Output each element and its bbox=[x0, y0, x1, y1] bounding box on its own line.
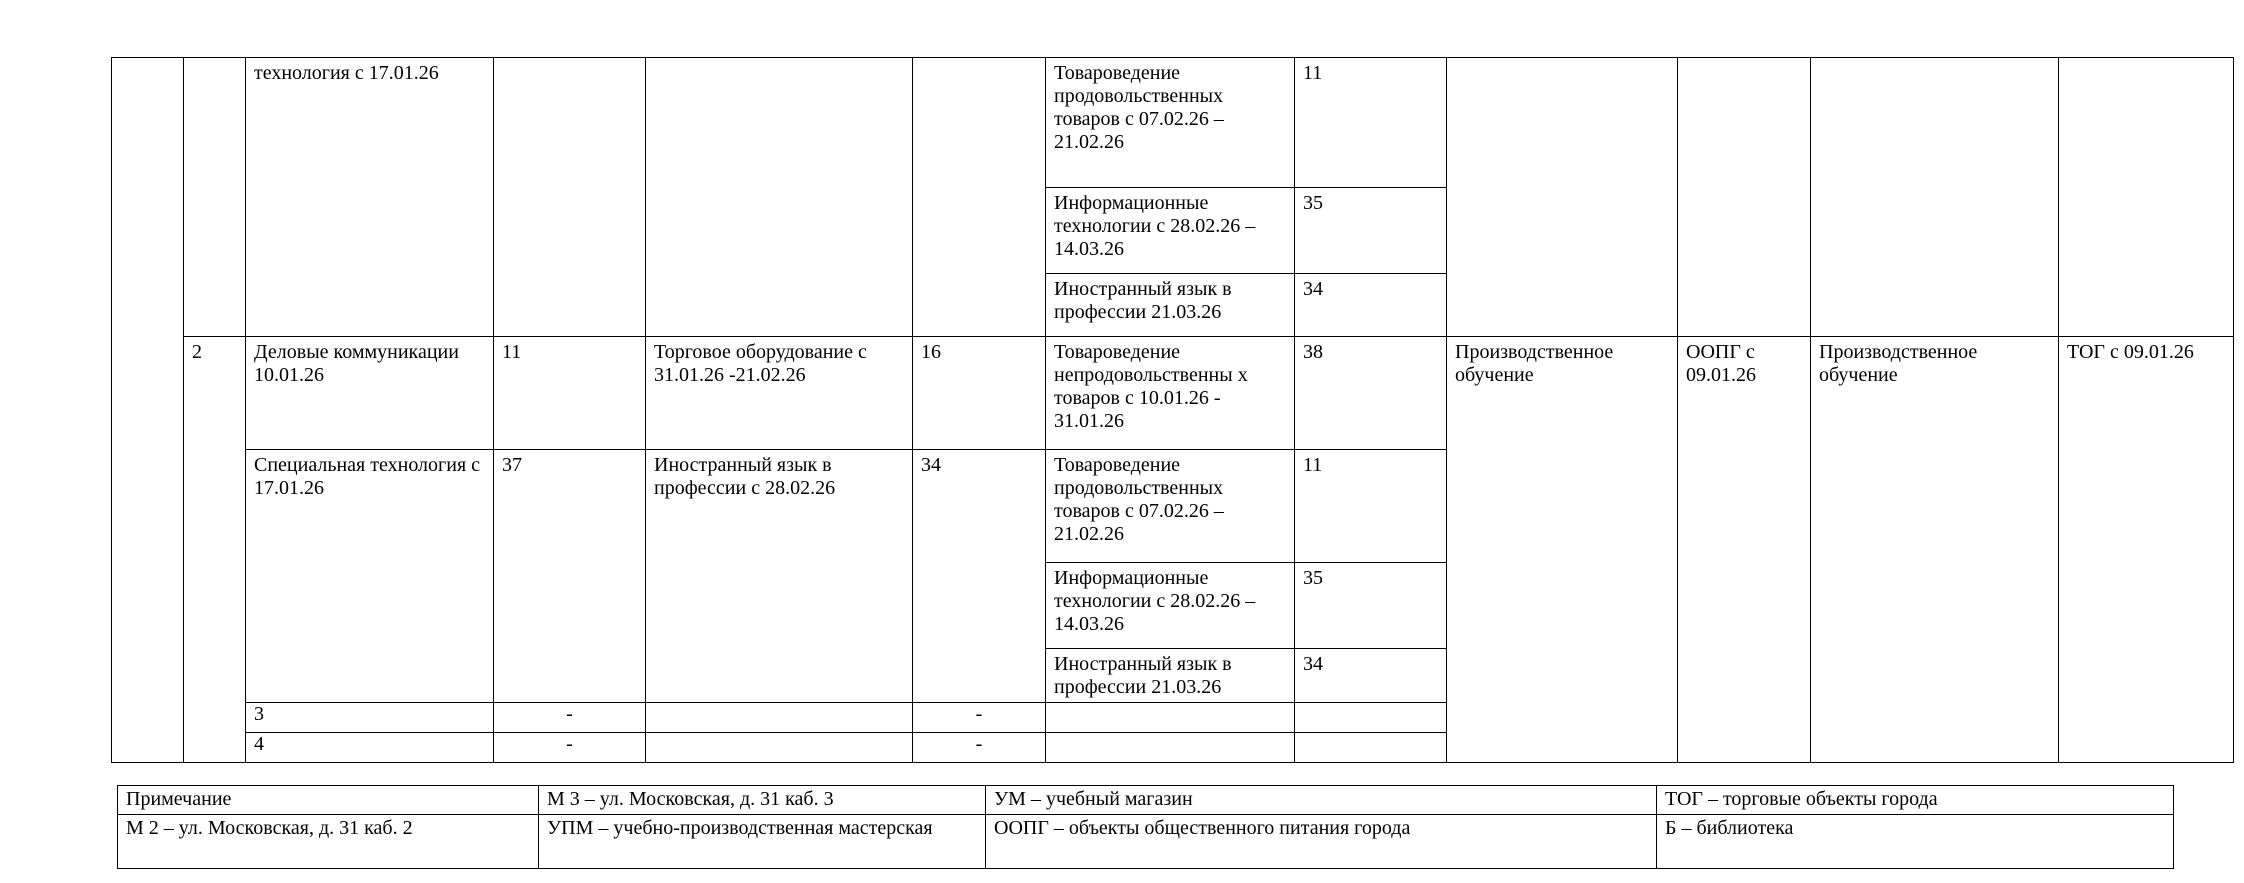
legend-cell: Б – библиотека bbox=[1657, 815, 2174, 869]
legend-cell: УПМ – учебно-производственная мастерская bbox=[539, 815, 986, 869]
dash-cell: - bbox=[913, 733, 1046, 763]
place-cell bbox=[1678, 58, 1811, 337]
empty-cell bbox=[646, 703, 913, 733]
hours-cell: 11 bbox=[1295, 58, 1447, 188]
place-cell bbox=[2059, 58, 2234, 337]
subject-cell: Информационные технологии с 28.02.26 – 14.03.26 bbox=[1046, 188, 1295, 274]
practice-cell bbox=[1447, 58, 1678, 337]
hours-cell: 37 bbox=[494, 450, 646, 703]
hours-cell bbox=[494, 58, 646, 337]
subject-cell: Товароведение продовольственных товаров с 07.02.26 – 21.02.26 bbox=[1046, 58, 1295, 188]
table-row bbox=[118, 815, 2174, 869]
dash-cell: - bbox=[913, 703, 1046, 733]
subject-cell: Товароведение продовольственных товаров с 07.02.26 – 21.02.26 bbox=[1046, 450, 1295, 563]
subject-cell: технология с 17.01.26 bbox=[246, 58, 494, 337]
table-row bbox=[112, 337, 2234, 450]
subject-cell: Деловые коммуникации 10.01.26 bbox=[246, 337, 494, 450]
num-cell: 2 bbox=[184, 337, 246, 763]
practice-cell: Производственное обучение bbox=[1447, 337, 1678, 763]
place-cell: ООПГ с 09.01.26 bbox=[1678, 337, 1811, 763]
hours-cell bbox=[913, 58, 1046, 337]
subject-cell: Иностранный язык в профессии с 28.02.26 bbox=[646, 450, 913, 703]
subject-cell: Иностранный язык в профессии 21.03.26 bbox=[1046, 274, 1295, 337]
hours-cell: 35 bbox=[1295, 563, 1447, 649]
hours-cell: 11 bbox=[1295, 450, 1447, 563]
legend-cell: УМ – учебный магазин bbox=[986, 786, 1657, 815]
practice-cell: Производственное обучение bbox=[1811, 337, 2059, 763]
group-cell bbox=[112, 58, 184, 763]
subject-cell: Товароведение непродовольственны х товаров с 10.01.26 - 31.01.26 bbox=[1046, 337, 1295, 450]
empty-cell bbox=[1295, 703, 1447, 733]
num-cell: 3 bbox=[246, 703, 494, 733]
table-row bbox=[112, 58, 2234, 188]
hours-cell: 34 bbox=[1295, 649, 1447, 703]
dash-cell: - bbox=[494, 733, 646, 763]
hours-cell: 35 bbox=[1295, 188, 1447, 274]
notes-header: Примечание bbox=[118, 786, 539, 815]
dash-cell: - bbox=[494, 703, 646, 733]
empty-cell bbox=[1046, 703, 1295, 733]
subject-cell: Иностранный язык в профессии 21.03.26 bbox=[1046, 649, 1295, 703]
empty-cell bbox=[1046, 733, 1295, 763]
num-cell bbox=[184, 58, 246, 337]
legend-cell: ООПГ – объекты общественного питания города bbox=[986, 815, 1657, 869]
legend-cell: ТОГ – торговые объекты города bbox=[1657, 786, 2174, 815]
legend-cell: М 2 – ул. Московская, д. 31 каб. 2 bbox=[118, 815, 539, 869]
empty-cell bbox=[1295, 733, 1447, 763]
hours-cell: 16 bbox=[913, 337, 1046, 450]
table-row bbox=[118, 786, 2174, 815]
hours-cell: 34 bbox=[1295, 274, 1447, 337]
schedule-table bbox=[111, 57, 2234, 763]
subject-cell: Специальная технология с 17.01.26 bbox=[246, 450, 494, 703]
hours-cell: 11 bbox=[494, 337, 646, 450]
hours-cell: 34 bbox=[913, 450, 1046, 703]
notes-table bbox=[117, 785, 2174, 869]
subject-cell bbox=[646, 58, 913, 337]
place-cell: ТОГ с 09.01.26 bbox=[2059, 337, 2234, 763]
subject-cell: Торговое оборудование с 31.01.26 -21.02.26 bbox=[646, 337, 913, 450]
hours-cell: 38 bbox=[1295, 337, 1447, 450]
subject-cell: Информационные технологии с 28.02.26 – 14.03.26 bbox=[1046, 563, 1295, 649]
num-cell: 4 bbox=[246, 733, 494, 763]
legend-cell: М 3 – ул. Московская, д. 31 каб. 3 bbox=[539, 786, 986, 815]
empty-cell bbox=[646, 733, 913, 763]
practice-cell bbox=[1811, 58, 2059, 337]
